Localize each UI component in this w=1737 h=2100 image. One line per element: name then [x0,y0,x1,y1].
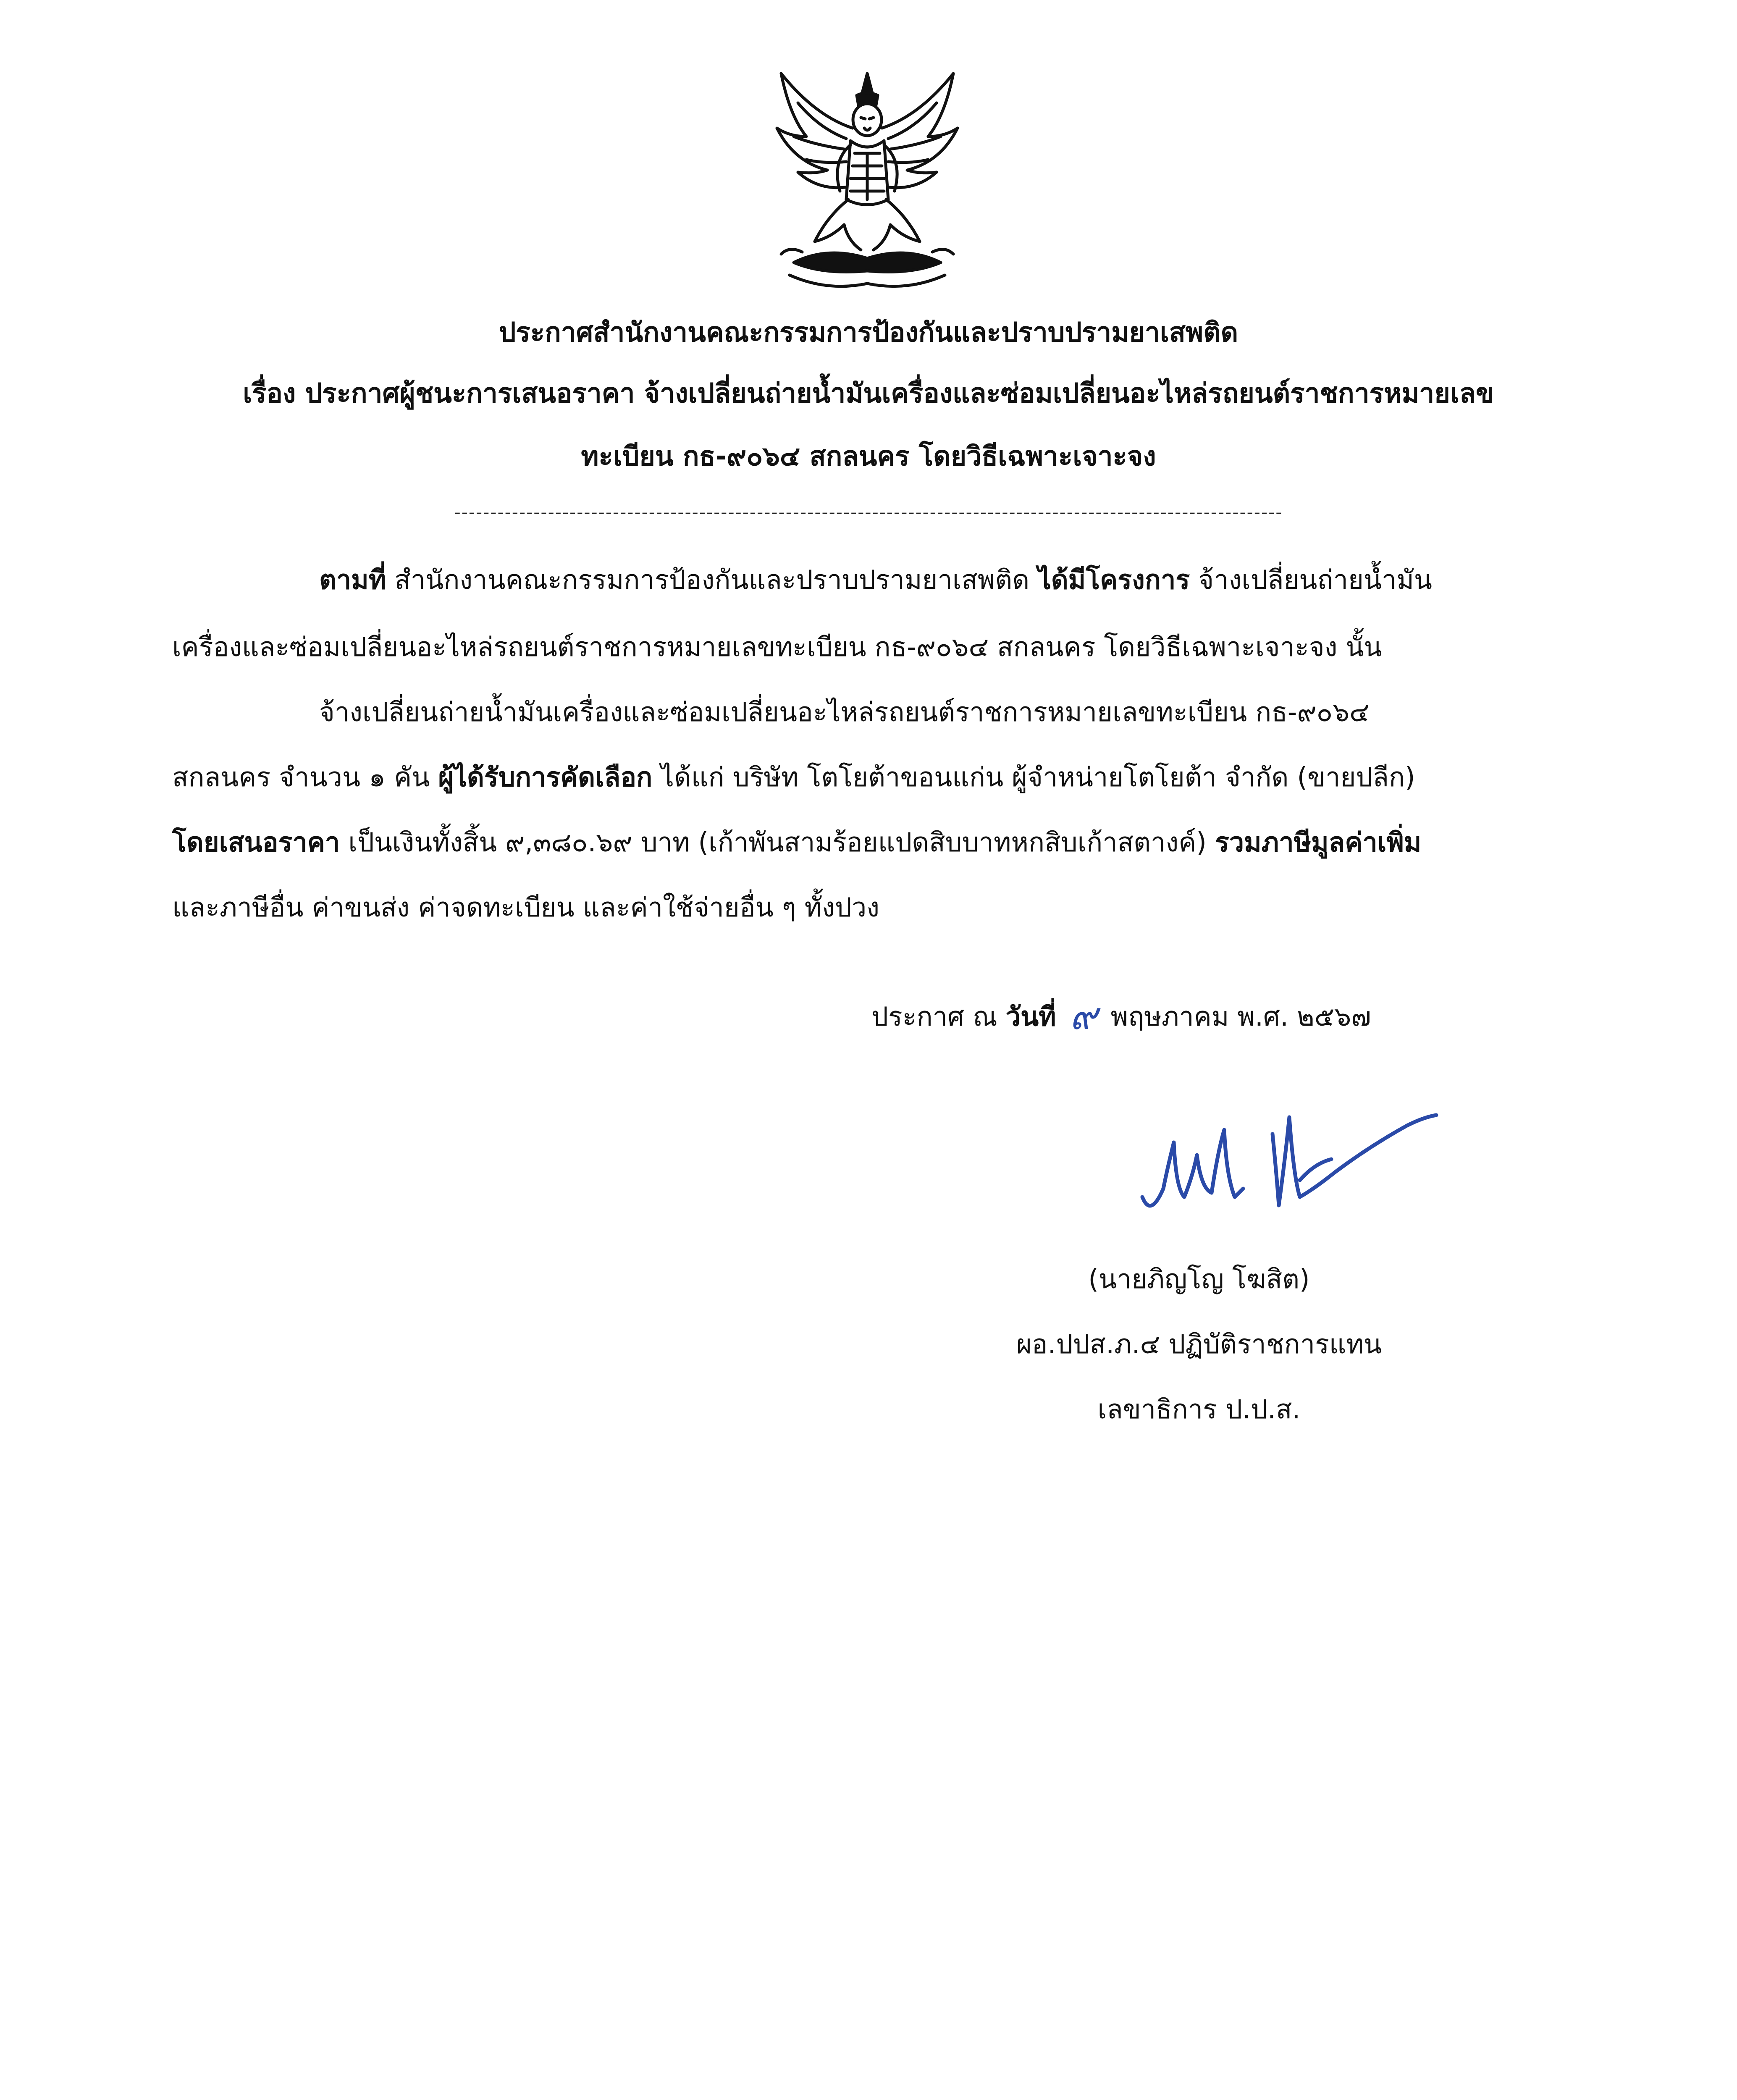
text: สำนักงานคณะกรรมการป้องกันและปราบปรามยาเสพติด [386,564,1038,595]
signatory-position-line-2: เลขาธิการ ป.ป.ส. [1097,1394,1301,1425]
paragraph-2-line-1: จ้างเปลี่ยนถ่ายน้ำมันเครื่องและซ่อมเปลี่ยนอะไหล่รถยนต์ราชการหมายเลขทะเบียน กธ-๙๐๖๔ [319,697,1370,727]
paragraph-2-line-3 [172,821,1421,863]
announcement-title: ประกาศสำนักงานคณะกรรมการป้องกันและปราบปรามยาเสพติด [499,317,1238,348]
signature [1134,1092,1453,1235]
date-day-handwritten: ๙ [1069,994,1097,1038]
text-bold: ได้มีโครงการ [1038,564,1190,595]
paragraph-1-line-2: เครื่องและซ่อมเปลี่ยนอะไหล่รถยนต์ราชการหมายเลขทะเบียน กธ-๙๐๖๔ สกลนคร โดยวิธีเฉพาะเจาะจง นั้น [172,632,1382,662]
signatory-position-line-1: ผอ.ปปส.ภ.๔ ปฏิบัติราชการแทน [1016,1329,1382,1360]
text: จ้างเปลี่ยนถ่ายน้ำมัน [1190,564,1432,595]
text-bold: ผู้ได้รับการคัดเลือก [438,762,653,793]
text: ๙,๓๘๐.๖๙ บาท (เก้าพันสามร้อยแปดสิบบาทหกสิบเก้าสตางค์) [497,827,1215,858]
text: เป็นเงินทั้งสิ้น [340,827,497,858]
garuda-emblem-icon [764,65,970,300]
paragraph-1-line-1 [319,559,1432,601]
text-bold: ตามที่ [319,564,386,595]
signatory-name: (นายภิญโญ โฆสิต) [1088,1264,1310,1294]
text-bold: โดยเสนอราคา [172,827,340,858]
text: ได้แก่ บริษัท โตโยต้าขอนแก่น ผู้จำหน่ายโตโยต้า จำกัด (ขายปลีก) [652,762,1415,793]
separator-line: ------------------------------------------------------------------------------------------------------------------- [454,502,1283,522]
text-bold: รวมภาษีมูลค่าเพิ่ม [1215,827,1422,858]
announcement-subject-line-2: ทะเบียน กธ-๙๐๖๔ สกลนคร โดยวิธีเฉพาะเจาะจง [581,441,1156,472]
date-month-year: พฤษภาคม พ.ศ. ๒๕๖๗ [1110,1001,1371,1032]
date-day-label: วันที่ [1005,1001,1056,1032]
announcement-subject-line-1: เรื่อง ประกาศผู้ชนะการเสนอราคา จ้างเปลี่ยนถ่ายน้ำมันเครื่องและซ่อมเปลี่ยนอะไหล่รถยนต์ราชการหมายเลข [243,378,1494,409]
paragraph-2-line-2 [172,756,1415,798]
paragraph-2-line-4: และภาษีอื่น ค่าขนส่ง ค่าจดทะเบียน และค่าใช้จ่ายอื่น ๆ ทั้งปวง [172,892,880,923]
announcement-date [871,995,1371,1037]
date-prefix: ประกาศ ณ [871,1001,1006,1032]
text: สกลนคร จำนวน ๑ คัน [172,762,438,793]
